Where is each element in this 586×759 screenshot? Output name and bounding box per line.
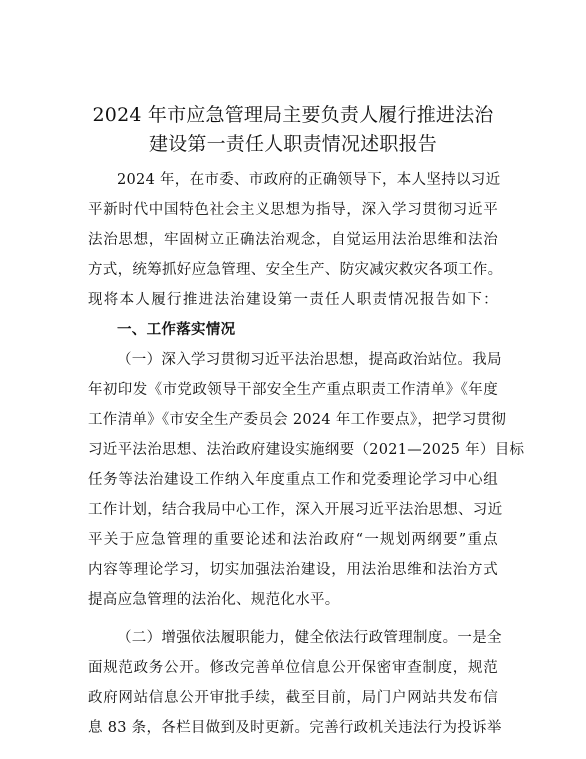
paragraph-line: 内容等理论学习，切实加强法治建设，用法治思维和法治方式	[88, 562, 498, 578]
paragraph-line: 方式，统筹抓好应急管理、安全生产、防灾减灾救灾各项工作。	[88, 262, 503, 278]
paragraph-line: 面规范政务公开。修改完善单位信息公开保密审查制度，规范	[88, 660, 498, 676]
paragraph-line: 工作清单》《市安全生产委员会 2024 年工作要点》，把学习贯彻	[88, 412, 507, 428]
paragraph-line: 提高应急管理的法治化、规范化水平。	[88, 592, 340, 608]
paragraph-line: 2024 年，在市委、市政府的正确领导下，本人坚持以习近	[117, 172, 501, 188]
paragraph-line: 息 83 条，各栏目做到及时更新。完善行政机关违法行为投诉举	[88, 720, 502, 736]
paragraph-line: 平关于应急管理的重要论述和法治政府“一规划两纲要”重点	[88, 532, 498, 548]
paragraph-line: 政府网站信息公开审批手续，截至目前，局门户网站共发布信	[88, 690, 498, 706]
document-title-line-2: 建设第一责任人职责情况述职报告	[148, 133, 437, 155]
paragraph-line: 年初印发《市党政领导干部安全生产重点职责工作清单》《年度	[88, 382, 498, 398]
document-title-line-1: 2024 年市应急管理局主要负责人履行推进法治	[92, 104, 494, 126]
section-heading: 一、工作落实情况	[117, 321, 236, 338]
paragraph-line: （二）增强依法履职能力，健全依法行政管理制度。一是全	[117, 630, 502, 646]
paragraph-line: （一）深入学习贯彻习近平法治思想，提高政治站位。我局	[117, 352, 502, 368]
paragraph-line: 习近平法治思想、法治政府建设实施纲要（2021—2025 年）目标	[88, 442, 525, 458]
paragraph-line: 任务等法治建设工作纳入年度重点工作和党委理论学习中心组	[88, 472, 498, 488]
paragraph-line: 平新时代中国特色社会主义思想为指导，深入学习贯彻习近平	[88, 202, 498, 218]
paragraph-line: 工作计划，结合我局中心工作，深入开展习近平法治思想、习近	[88, 502, 503, 518]
paragraph-line: 现将本人履行推进法治建设第一责任人职责情况报告如下：	[88, 292, 498, 308]
paragraph-line: 法治思想，牢固树立正确法治观念，自觉运用法治思维和法治	[88, 232, 498, 248]
